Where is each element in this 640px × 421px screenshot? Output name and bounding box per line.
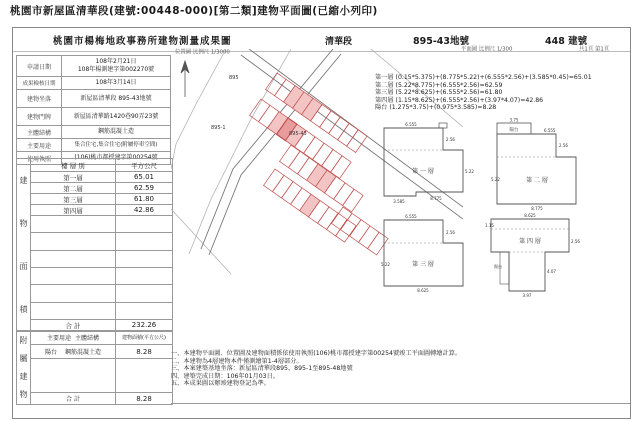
empty-cell bbox=[31, 233, 116, 249]
empty-row bbox=[31, 268, 172, 285]
dim-label: 5.22 bbox=[491, 177, 500, 182]
info-label: 建物門牌 bbox=[17, 108, 62, 125]
dim-label: 3.585 bbox=[393, 199, 405, 204]
area-formulas bbox=[375, 74, 592, 112]
dim-label: 8.775 bbox=[430, 196, 442, 201]
dim-label: 6.555 bbox=[544, 128, 556, 133]
dim-label: 5.22 bbox=[381, 262, 390, 267]
info-value: 新屋區清華段 895-43地號 bbox=[80, 94, 152, 102]
floor-area: 62.59 bbox=[133, 184, 155, 192]
table-row bbox=[16, 89, 171, 108]
dim-label: 8.625 bbox=[417, 288, 429, 293]
office-title: 桃園市楊梅地政事務所建物測量成果圖 bbox=[53, 36, 232, 47]
plan-scale-note: 平面圖 比例尺 1/300 bbox=[461, 45, 513, 53]
lot-label: 895 bbox=[229, 75, 239, 81]
plan-label-1f: 第 一 層 bbox=[412, 168, 434, 175]
empty-row bbox=[31, 233, 172, 250]
formula-line: 第三層 (5.22*8.625)+(6.555*2.56)=61.80 bbox=[375, 89, 503, 97]
info-value-line2: 108年楊測建字第002270號 bbox=[77, 66, 155, 73]
side-char: 附 bbox=[19, 335, 28, 345]
signature-divider bbox=[171, 403, 630, 404]
notes-block bbox=[171, 350, 541, 388]
formula-line: 陽台 (1.275*3.75)+(0.975*3.585)=8.28 bbox=[375, 104, 497, 112]
note-line: 四、建築完成日期：106年01月03日。 bbox=[171, 372, 279, 380]
table-row bbox=[16, 125, 171, 139]
parcel-number: 895-43地號 bbox=[413, 36, 469, 47]
table-row bbox=[16, 138, 171, 152]
col-header-floor: 樓 層 別 bbox=[31, 159, 116, 171]
note-line: 三、本案建築基地坐落：新屋區清華段895、895-1至895-48地號 bbox=[171, 365, 353, 372]
table-row bbox=[16, 76, 171, 90]
table-row bbox=[16, 55, 171, 77]
page-title: 桃園市新屋區清華段(建號:00448-000)[第二類]建物平面圖(已縮小列印) bbox=[10, 5, 378, 17]
formula-line: 第一層 (0.15*5.375)+(8.775*5.22)+(6.555*2.56)+(3.585*0.45)=65.01 bbox=[375, 74, 592, 81]
table-row bbox=[31, 183, 172, 194]
annex-values bbox=[31, 345, 116, 358]
dim-label: 2.56 bbox=[446, 137, 455, 142]
side-char: 物 bbox=[19, 390, 28, 400]
dim-label: 2.56 bbox=[446, 230, 455, 235]
dim-label: 4.07 bbox=[547, 269, 556, 274]
total-area: 8.28 bbox=[136, 394, 152, 403]
info-label: 建物坐落 bbox=[17, 90, 62, 107]
dim-label: 6.555 bbox=[405, 122, 417, 127]
dim-label: 8.775 bbox=[531, 206, 543, 211]
floor-area: 42.86 bbox=[133, 206, 155, 214]
annex-area: 8.28 bbox=[136, 347, 152, 356]
land-section: 清華段 bbox=[325, 37, 353, 47]
balcony-label: 陽台 bbox=[509, 128, 519, 133]
balcony-label: 陽台 bbox=[494, 264, 502, 269]
col-header-use: 主要用途 bbox=[46, 335, 71, 342]
empty-cell bbox=[31, 303, 116, 319]
info-label: 使用執照 bbox=[17, 152, 62, 164]
lot-label: 895-1 bbox=[211, 125, 226, 131]
side-char: 物 bbox=[19, 219, 28, 228]
empty-row bbox=[31, 303, 172, 320]
table-row bbox=[31, 345, 172, 359]
annex-structure: 鋼筋混凝土造 bbox=[65, 349, 102, 356]
floor-name: 第二層 bbox=[31, 183, 116, 193]
building-info-table bbox=[16, 56, 171, 165]
area-grid bbox=[31, 159, 172, 331]
annex-building-table bbox=[16, 330, 173, 405]
col-header-structure: 主體結構 bbox=[75, 335, 100, 342]
dim-label: 6.555 bbox=[405, 214, 417, 219]
info-value-line1: 108年2月21日 bbox=[95, 58, 137, 65]
table-header-row bbox=[31, 331, 172, 345]
plan-label-2f: 第 二 層 bbox=[526, 177, 548, 184]
info-label: 主要用途 bbox=[17, 139, 62, 151]
table-row bbox=[16, 107, 171, 126]
info-value: 新屋區清華路1420巷90弄23號 bbox=[73, 112, 159, 120]
location-map-title: 位置圖 比例尺 1/3000 bbox=[175, 48, 230, 56]
survey-sheet bbox=[12, 27, 631, 419]
side-char: 積 bbox=[19, 305, 28, 314]
floor-plan-3f bbox=[381, 214, 476, 296]
info-value: (106)桃市都授建字第00254號 bbox=[74, 154, 158, 161]
info-value: 108年3月14日 bbox=[95, 79, 137, 86]
total-area: 232.26 bbox=[131, 321, 157, 330]
info-label: 成果檢核日期 bbox=[17, 77, 62, 89]
note-line: 五、本成果圖以辦竣建物登記為準。 bbox=[171, 380, 270, 387]
table-row bbox=[31, 194, 172, 205]
info-label: 主體結構 bbox=[17, 126, 62, 138]
annex-grid bbox=[31, 331, 172, 404]
empty-row bbox=[31, 251, 172, 268]
info-value: 鋼筋混凝土造 bbox=[97, 128, 134, 135]
table-row bbox=[31, 172, 172, 183]
empty-cell bbox=[31, 359, 116, 392]
empty-cell bbox=[31, 251, 116, 267]
col-header-unit: 平方公尺 bbox=[131, 161, 157, 170]
side-char: 建 bbox=[19, 176, 28, 185]
info-label: 申請日期 bbox=[17, 56, 62, 76]
floor-name: 第四層 bbox=[31, 205, 116, 215]
side-char: 建 bbox=[19, 372, 28, 382]
floor-name: 第三層 bbox=[31, 194, 116, 204]
note-line: 一、本建物平面圖、位置圖及建物面積係依使用執照(106)桃市都授建字第00254號竣工平面圖轉繪計算。 bbox=[171, 350, 462, 357]
area-table-side-label bbox=[17, 159, 31, 331]
dim-label: 1.15 bbox=[485, 223, 494, 228]
col-header-area: 建物面積(平方公尺) bbox=[122, 335, 166, 341]
page-count-note: 共1頁 第1頁 bbox=[579, 45, 610, 53]
empty-cell bbox=[31, 216, 116, 232]
plan-label-3f: 第 三 層 bbox=[412, 261, 434, 268]
annex-use: 陽台 bbox=[44, 349, 57, 356]
dim-label: 8.625 bbox=[524, 213, 536, 218]
floor-name: 第一層 bbox=[31, 172, 116, 182]
total-label: 合 計 bbox=[31, 320, 116, 331]
note-line: 二、本建物為4層建物本件僅測繪第1-4層部分。 bbox=[171, 357, 303, 365]
side-char: 面 bbox=[19, 262, 28, 271]
empty-cell bbox=[31, 268, 116, 284]
dim-label: 3.75 bbox=[509, 118, 519, 123]
formula-line: 第四層 (1.15*8.625)+(6.555*2.56)+(3.97*4.07)=42.86 bbox=[375, 96, 544, 104]
empty-row bbox=[31, 359, 172, 393]
annex-headers bbox=[31, 331, 116, 344]
total-label: 合 計 bbox=[31, 393, 116, 404]
table-row bbox=[31, 205, 172, 216]
info-value: 集合住宅,集合住宅(附屬停車空間) bbox=[74, 142, 158, 148]
dim-label: 2.56 bbox=[559, 143, 568, 148]
plan-label-4f: 第 四 層 bbox=[519, 238, 541, 245]
floor-area-table bbox=[16, 158, 173, 332]
floor-plan-2f bbox=[491, 118, 591, 215]
annex-table-side-label bbox=[17, 331, 31, 404]
empty-row bbox=[31, 216, 172, 233]
side-char: 屬 bbox=[19, 353, 28, 363]
formula-line: 第二層 (5.22*8.775)+(6.555*2.56)=62.59 bbox=[375, 81, 503, 89]
floor-plan-1f bbox=[381, 120, 476, 206]
dim-label: 3.97 bbox=[522, 293, 532, 298]
floor-plan-4f bbox=[485, 211, 585, 301]
floor-area: 65.01 bbox=[133, 173, 155, 181]
lot-label: 895-43 bbox=[289, 131, 307, 137]
info-value bbox=[62, 57, 170, 75]
empty-cell bbox=[31, 285, 116, 301]
building-number: 448 建號 bbox=[545, 36, 588, 47]
dim-label: 5.22 bbox=[465, 169, 474, 174]
table-header-row bbox=[31, 159, 172, 172]
empty-row bbox=[31, 285, 172, 302]
dim-label: 2.56 bbox=[571, 239, 580, 244]
north-arrow-icon bbox=[181, 61, 189, 97]
total-row bbox=[31, 393, 172, 404]
floor-area: 61.80 bbox=[133, 195, 155, 203]
